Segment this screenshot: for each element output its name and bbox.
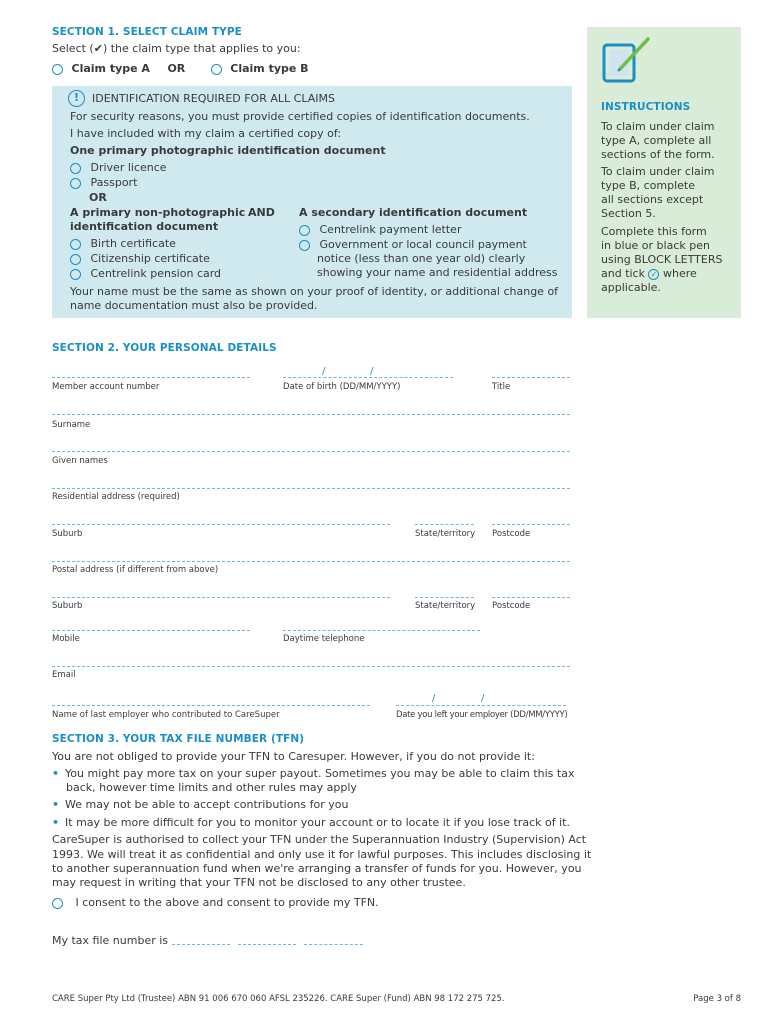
option-pension-card — [70, 267, 221, 280]
bullet-dot: • — [52, 798, 60, 811]
daytime-telephone-input[interactable] — [283, 630, 480, 631]
instructions-p1-line: type A, complete all — [601, 134, 712, 147]
suburb-input[interactable] — [52, 524, 390, 525]
postal-state-label: State/territory — [415, 601, 476, 611]
instructions-p3-line: using BLOCK LETTERS — [601, 253, 723, 266]
instructions-p2-line: all sections except — [601, 193, 704, 206]
section3-title: SECTION 3. YOUR TAX FILE NUMBER (TFN) — [52, 733, 305, 745]
exclamation-icon: ! — [68, 90, 85, 107]
instructions-p3-line: Complete this form — [601, 225, 707, 238]
instructions-p3-line — [601, 267, 739, 281]
id-footer-1: Your name must be the same as shown on your proof of identity, or additional change of — [70, 285, 559, 298]
tfn-input-part-1[interactable] — [172, 944, 230, 945]
nonphoto-heading-2: identification document — [70, 220, 219, 233]
date-left-input[interactable] — [396, 705, 566, 706]
postal-state-input[interactable] — [415, 597, 474, 598]
section1-title: SECTION 1. SELECT CLAIM TYPE — [52, 26, 242, 38]
title-input[interactable] — [492, 377, 570, 378]
birth-certificate-radio[interactable] — [70, 239, 81, 250]
citizenship-radio[interactable] — [70, 254, 81, 265]
page-number: Page 3 of 8 — [693, 994, 741, 1004]
primary-photo-heading: One primary photographic identification document — [70, 144, 386, 157]
tfn-bullet-1-cont: back, however time limits and other rules may apply — [66, 781, 357, 794]
given-names-label: Given names — [52, 456, 108, 466]
tfn-consent-label: I consent to the above and consent to provide my TFN. — [75, 896, 379, 909]
option-gov-notice — [299, 238, 527, 251]
tfn-consent-radio[interactable] — [52, 898, 63, 909]
postal-address-label: Postal address (if different from above) — [52, 565, 219, 575]
claim-type-b-label: Claim type B — [230, 62, 309, 75]
option-passport — [70, 176, 137, 189]
claim-or-label: OR — [167, 62, 186, 75]
tfn-authorised-1: CareSuper is authorised to collect your TFN under the Superannuation Industry (Supervision) Act — [52, 833, 587, 846]
postal-postcode-input[interactable] — [492, 597, 570, 598]
gov-notice-label-1: Government or local council payment — [319, 238, 527, 251]
bullet-dot: • — [52, 816, 60, 829]
claim-type-a-radio[interactable] — [52, 64, 63, 75]
claim-type-row — [52, 62, 309, 75]
passport-radio[interactable] — [70, 178, 81, 189]
id-footer-2: name documentation must also be provided. — [70, 299, 318, 312]
pension-card-radio[interactable] — [70, 269, 81, 280]
instructions-p1-line: To claim under claim — [601, 120, 715, 133]
tfn-bullet-2 — [52, 798, 348, 811]
instructions-p1 — [601, 120, 736, 162]
citizenship-label: Citizenship certificate — [90, 252, 210, 265]
tfn-bullet-1 — [52, 767, 574, 780]
mobile-input[interactable] — [52, 630, 250, 631]
gov-notice-label-2: notice (less than one year old) clearly — [317, 252, 526, 265]
id-or-label: OR — [89, 191, 107, 204]
instructions-p2-line: Section 5. — [601, 207, 656, 220]
residential-address-label: Residential address (required) — [52, 492, 180, 502]
suburb-label: Suburb — [52, 529, 83, 539]
tablet-pen-icon — [600, 35, 670, 87]
id-box-para1: For security reasons, you must provide certified copies of identification documents. — [70, 110, 530, 123]
section1-instruction: Select (✔) the claim type that applies to you: — [52, 42, 301, 55]
tick-text: and tick — [601, 267, 645, 280]
postal-postcode-label: Postcode — [492, 601, 531, 611]
dob-slash: / — [322, 366, 326, 377]
postal-suburb-input[interactable] — [52, 597, 390, 598]
postal-address-input[interactable] — [52, 561, 570, 562]
email-label: Email — [52, 670, 76, 680]
date-left-label: Date you left your employer (DD/MM/YYYY) — [396, 710, 568, 720]
state-input[interactable] — [415, 524, 474, 525]
instructions-p2 — [601, 165, 736, 221]
driver-licence-label: Driver licence — [90, 161, 167, 174]
state-label: State/territory — [415, 529, 476, 539]
check-circle-icon: ✓ — [648, 269, 659, 280]
gov-notice-radio[interactable] — [299, 240, 310, 251]
footer-legal: CARE Super Pty Ltd (Trustee) ABN 91 006 670 060 AFSL 235226. CARE Super (Fund) ABN 98 172 275 725. — [52, 994, 505, 1004]
and-label: AND — [248, 206, 275, 219]
tfn-authorised-2: 1993. We will treat it as confidential and only use it for lawful purposes. This includes disclosing it — [52, 848, 592, 861]
dob-input[interactable] — [283, 377, 453, 378]
pension-card-label: Centrelink pension card — [90, 267, 222, 280]
claim-type-b-radio[interactable] — [211, 64, 222, 75]
tfn-input-part-3[interactable] — [304, 944, 363, 945]
email-input[interactable] — [52, 666, 570, 667]
nonphoto-heading-1: A primary non-photographic — [70, 206, 246, 219]
surname-input[interactable] — [52, 414, 570, 415]
secondary-heading: A secondary identification document — [299, 206, 528, 219]
centrelink-letter-label: Centrelink payment letter — [319, 223, 462, 236]
instructions-p3-line: applicable. — [601, 281, 661, 294]
instructions-p3 — [601, 225, 739, 295]
id-box-title: IDENTIFICATION REQUIRED FOR ALL CLAIMS — [92, 92, 335, 105]
member-account-label: Member account number — [52, 382, 160, 392]
dob-slash: / — [370, 366, 374, 377]
option-citizenship — [70, 252, 210, 265]
instructions-p2-line: To claim under claim — [601, 165, 715, 178]
last-employer-label: Name of last employer who contributed to CareSuper — [52, 710, 280, 720]
title-label: Title — [492, 382, 511, 392]
bullet-text: You might pay more tax on your super payout. Sometimes you may be able to claim this tax — [65, 767, 575, 780]
claim-type-a-label: Claim type A — [71, 62, 150, 75]
passport-label: Passport — [90, 176, 138, 189]
member-account-input[interactable] — [52, 377, 250, 378]
section3-intro: You are not obliged to provide your TFN to Caresuper. However, if you do not provide it: — [52, 750, 535, 763]
date-left-slash: / — [432, 693, 436, 704]
id-box-para2: I have included with my claim a certified copy of: — [70, 127, 342, 140]
option-driver-licence — [70, 161, 167, 174]
bullet-text: We may not be able to accept contributions for you — [65, 798, 349, 811]
last-employer-input[interactable] — [52, 705, 370, 706]
postcode-input[interactable] — [492, 524, 570, 525]
bullet-dot: • — [52, 767, 60, 780]
tfn-authorised-4: may request in writing that your TFN not be disclosed to any other trustee. — [52, 876, 466, 889]
surname-label: Surname — [52, 420, 91, 430]
birth-certificate-label: Birth certificate — [90, 237, 176, 250]
date-left-slash: / — [481, 693, 485, 704]
instructions-p2-line: type B, complete — [601, 179, 695, 192]
instructions-p1-line: sections of the form. — [601, 148, 715, 161]
option-centrelink-letter — [299, 223, 461, 236]
instructions-p3-line: in blue or black pen — [601, 239, 710, 252]
daytime-telephone-label: Daytime telephone — [283, 634, 365, 644]
tfn-bullet-3 — [52, 816, 570, 829]
gov-notice-label-3: showing your name and residential address — [317, 266, 558, 279]
where-text: where — [662, 267, 697, 280]
tfn-input-part-2[interactable] — [238, 944, 296, 945]
dob-label: Date of birth (DD/MM/YYYY) — [283, 382, 401, 392]
centrelink-letter-radio[interactable] — [299, 225, 310, 236]
bullet-text: It may be more difficult for you to monitor your account or to locate it if you lose track of it. — [65, 816, 570, 829]
instructions-title: INSTRUCTIONS — [601, 101, 691, 113]
residential-address-input[interactable] — [52, 488, 570, 489]
tfn-authorised-3: to another superannuation fund when we're arranging a transfer of funds for you. However, you — [52, 862, 582, 875]
tfn-consent-row — [52, 896, 379, 909]
tfn-label: My tax file number is — [52, 934, 169, 947]
section2-title: SECTION 2. YOUR PERSONAL DETAILS — [52, 342, 277, 354]
option-birth-certificate — [70, 237, 176, 250]
postal-suburb-label: Suburb — [52, 601, 83, 611]
postcode-label: Postcode — [492, 529, 531, 539]
mobile-label: Mobile — [52, 634, 80, 644]
given-names-input[interactable] — [52, 451, 570, 452]
driver-licence-radio[interactable] — [70, 163, 81, 174]
